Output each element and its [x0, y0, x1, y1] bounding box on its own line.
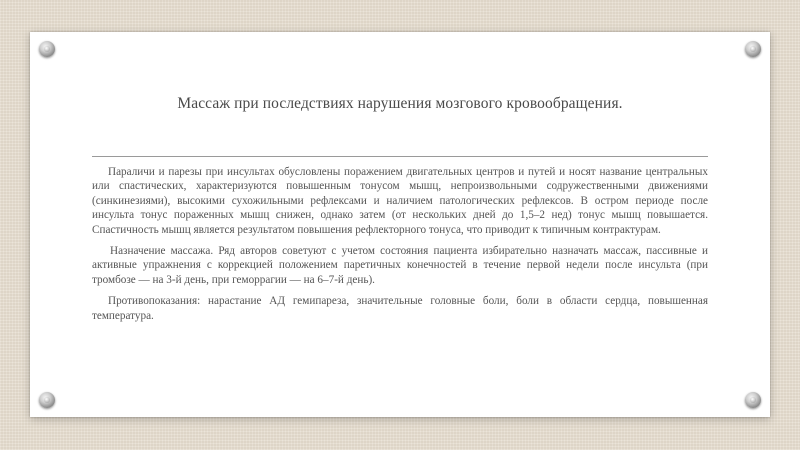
slide-card: [30, 32, 770, 417]
pushpin-icon: [39, 392, 55, 408]
paragraph-massage-prescription: Назначение массажа. Ряд авторов советуют с учетом состояния пациента избирательно назначать массаж, пассивные и активные упражнения с коррекцией положением паретичных конечностей в течение первой недели после инсульта (при тромбозе — на 3-й день, при геморрагии — на 6–7-й день).: [92, 245, 708, 286]
pushpin-icon: [39, 41, 55, 57]
pushpin-icon: [745, 392, 761, 408]
slide-title: Массаж при последствиях нарушения мозгового кровообращения.: [177, 95, 623, 112]
slide-body: [92, 165, 708, 330]
paragraph-paralysis: Параличи и парезы при инсультах обусловлены поражением двигательных центров и путей и носят название центральных или спастических, характеризуются повышенным тонусом мышц, непроизвольными содружественными движениями (синкинезиями), высокими сухожильными рефлексами и наличием патологических рефлексов. В остром периоде после инсульта тонус пораженных мышц снижен, однако затем (от нескольких дней до 1,5–2 нед) тонус мышц повышается. Спастичность мышц является результатом повышения рефлекторного тонуса, что приводит к типичным контрактурам.: [92, 166, 708, 236]
pushpin-icon: [745, 41, 761, 57]
paragraph-contraindications: Противопоказания: нарастание АД гемипареза, значительные головные боли, боли в области сердца, повышенная температура.: [92, 295, 708, 322]
title-divider: [92, 156, 708, 157]
